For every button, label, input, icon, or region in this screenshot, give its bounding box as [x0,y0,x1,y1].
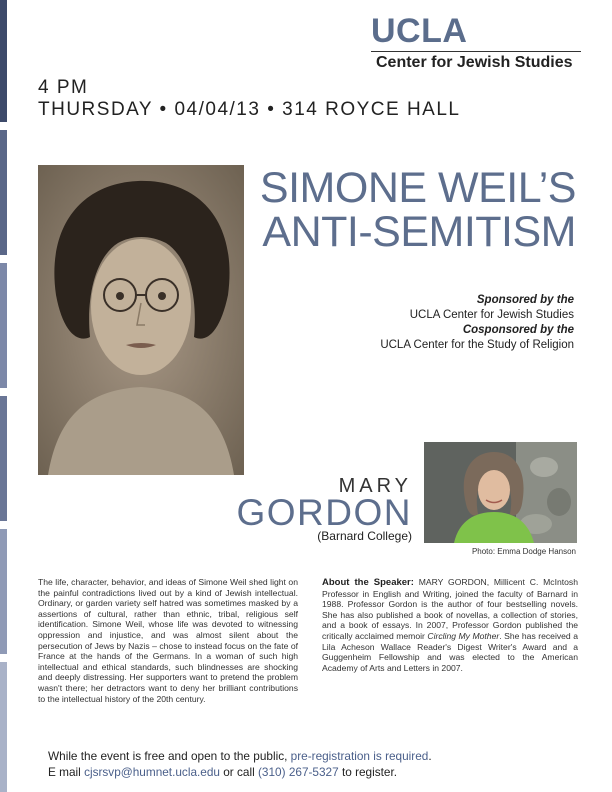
sponsor-name: UCLA Center for Jewish Studies [409,309,574,321]
edge-bar [0,529,7,654]
logo-divider [371,51,581,52]
title-line: ANTI-SEMITISM [262,208,576,256]
edge-bar [0,130,7,255]
event-description: The life, character, behavior, and ideas of Simone Weil shed light on the painful contradictions lived out by a kind of Jewish intellectual. Ordinary, or garden variety self hatred was sometimes masked by a assertions of cultural, rather than ethnic, tribal, religious self identification. Simone Weil, whose life was devoted to witnessing oppression and injustice, and was almost silent about the persecution of Jews by Nazis – chose to instead focus on the fate of France at the hands of the Germans. In a woman of such high intellectual and ethical standards, such blindnesses are shocking and deeply distressing. Her supporters want to pretend the problem wasn't there; her detractors want to deny her brilliant contributions to the intellectual history of the 20th century. [38,577,298,704]
event-time: 4 PM [38,77,89,98]
cosponsor-name: UCLA Center for the Study of Religion [380,339,574,351]
registration-text: . [428,749,432,763]
edge-bar [0,0,7,122]
about-speaker-text: . She has received a Lila Acheson Wallace Reader's Digest Writer's Award and a Guggenheim Fellowship and was elected to the American Academy of Arts and Letters in 2007. [322,630,578,673]
about-speaker-text: MARY GORDON, Millicent C. McIntosh Professor in English and Writing, joined the faculty of Barnard in 1988. Professor Gordon is the author of four bestselling novels. She has also published a book of novellas, a collection of stories, and a book of essays. In 2007, Professor Gordon published the critically acclaimed memoir [322,577,578,641]
speaker-first-name: MARY [338,475,412,497]
title-line: SIMONE WEIL’S [259,164,576,212]
logo-subtitle: Center for Jewish Studies [376,54,573,71]
sponsored-label: Sponsored by the [476,294,574,306]
cosponsored-label: Cosponsored by the [462,324,574,336]
contact-line [48,764,432,780]
preregistration-notice: pre-registration is required [290,749,429,763]
book-title: Circling My Mother [427,630,500,641]
edge-bar [0,662,7,792]
about-speaker-heading: About the Speaker: [322,577,414,588]
contact-text: or call [219,765,258,779]
speaker-photo [424,442,577,543]
registration-text: While the event is free and open to the public, [48,749,291,763]
contact-text: to register. [338,765,398,779]
registration-info [48,748,432,780]
portrait-photo [38,165,244,475]
registration-line [48,748,432,764]
ucla-logo: UCLA [371,12,468,50]
event-title [260,166,576,254]
edge-bar [0,396,7,521]
contact-text: E mail [48,765,85,779]
sponsors-block [380,293,574,353]
edge-bar [0,263,7,388]
speaker-affiliation: (Barnard College) [317,529,412,543]
photo-credit: Photo: Emma Dodge Hanson [471,547,576,556]
rsvp-email-link[interactable]: cjsrsvp@humnet.ucla.edu [84,765,220,779]
event-details: THURSDAY • 04/04/13 • 314 ROYCE HALL [38,99,461,120]
speaker-last-name: GORDON [236,492,412,533]
about-speaker [322,577,578,673]
phone-number[interactable]: (310) 267-5327 [258,765,339,779]
